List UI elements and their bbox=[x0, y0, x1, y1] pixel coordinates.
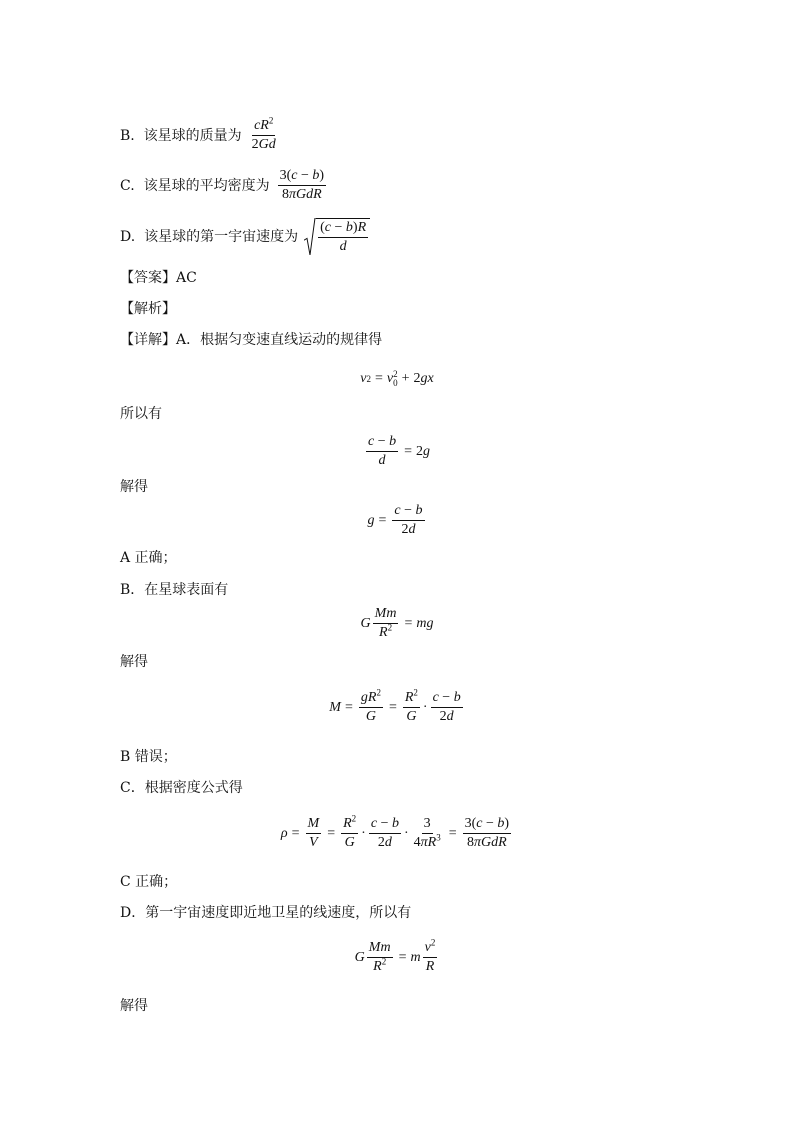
line-c-intro: C．根据密度公式得 bbox=[120, 780, 243, 796]
line-suoyiyou: 所以有 bbox=[120, 406, 162, 422]
equation-mass: M = $\frac{gR^2}{G}$ = $\frac{R^2}{G}$ · $\frac{c - b}{2d}$ bbox=[329, 687, 461, 724]
option-b-formula: $\frac{cR^2}{2Gd}$ bbox=[251, 115, 276, 152]
analysis-label: 【解析】 bbox=[120, 301, 176, 317]
detail-label: 【详解】 bbox=[120, 332, 176, 348]
option-b-text bbox=[120, 126, 242, 146]
line-jiede-2: 解得 bbox=[120, 654, 148, 670]
answer-label: 【答案】 bbox=[120, 270, 176, 286]
equation-kinematics: v 2 = v 2 0 + 2 gx bbox=[360, 369, 434, 388]
equation-ratio: $\frac{c - b}{d}$ = 2 g bbox=[367, 434, 431, 468]
option-d-formula: $\frac{(c - b)R}{d}$ bbox=[304, 218, 370, 255]
option-d-text bbox=[120, 227, 298, 247]
option-c-formula: $\frac{3(c - b)}{\text{8πGdR}}$ bbox=[279, 168, 325, 202]
line-b-intro: B．在星球表面有 bbox=[120, 582, 229, 598]
option-c-text bbox=[120, 176, 270, 196]
line-b-wrong: B 错误； bbox=[120, 749, 177, 765]
line-c-correct: C 正确； bbox=[120, 874, 178, 890]
equation-density: ρ = $\frac{M}{V}$ = $\frac{R^2}{G}$ · $\frac{c - b}{2d}$ · $\frac{3}{4\pi R^3}$ = $\frac{3(c - b)}{\text{8πGdR}}$ bbox=[280, 813, 510, 850]
option-b-label: 该星球的质量为 bbox=[143, 127, 242, 144]
option-d-prefix: D. bbox=[120, 228, 136, 245]
line-jiede-3: 解得 bbox=[120, 998, 148, 1014]
detail-line bbox=[120, 330, 382, 350]
option-b-prefix: B. bbox=[120, 127, 135, 144]
option-c bbox=[120, 168, 328, 203]
line-a-correct: A 正确； bbox=[120, 550, 177, 566]
option-d-label: 该星球的第一宇宙速度为 bbox=[144, 228, 299, 245]
option-d bbox=[120, 218, 370, 255]
option-c-label: 该星球的平均密度为 bbox=[143, 177, 270, 194]
equation-orbital: G $\frac{Mm}{R^2}$ = m $\frac{v^2}{R}$ bbox=[354, 937, 436, 974]
line-d-intro: D．第一宇宙速度即近地卫星的线速度，所以有 bbox=[120, 905, 412, 921]
option-c-prefix: C. bbox=[120, 177, 135, 194]
answer-line bbox=[120, 268, 197, 288]
equation-g: g = $\frac{c - b}{2d}$ bbox=[367, 503, 423, 537]
equation-gravity-surface: G $\frac{Mm}{R^2}$ = mg bbox=[360, 606, 434, 640]
option-b bbox=[120, 115, 280, 153]
line-jiede-1: 解得 bbox=[120, 479, 148, 495]
answer-value: AC bbox=[176, 270, 197, 286]
detail-text: A．根据匀变速直线运动的规律得 bbox=[176, 332, 383, 348]
